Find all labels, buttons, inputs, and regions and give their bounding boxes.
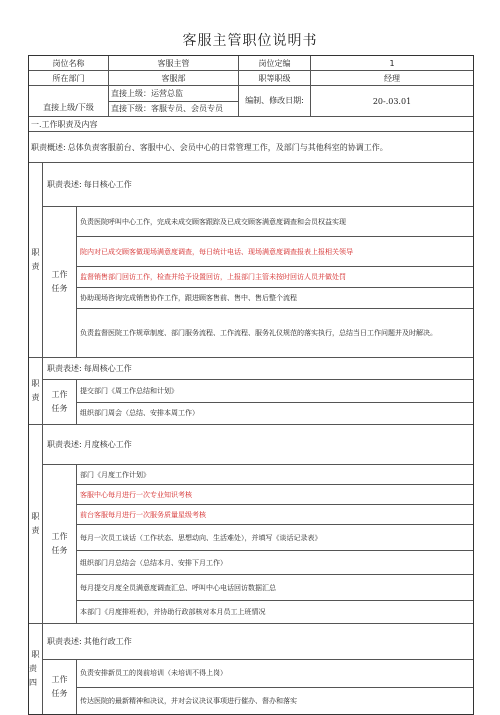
duty-section-weekly — [29, 358, 473, 425]
task-label — [43, 207, 77, 357]
task-label — [43, 465, 77, 623]
duty-section-monthly — [29, 425, 473, 624]
task-item: 监督销售部门回访工作，检查并给予设置回访，上报部门主管未按时回访人员并做处罚 — [77, 267, 473, 288]
grade-value: 经理 — [384, 73, 400, 83]
duty-label — [29, 163, 43, 357]
post-name-label: 岗位名称 — [29, 56, 109, 70]
overview-label: 职责概述: — [31, 142, 66, 152]
task-label-b: 任务 — [51, 284, 68, 293]
task-label-a: 工作 — [51, 270, 68, 279]
task-item: 前台客服每月进行一次服务质量星级考核 — [77, 505, 473, 525]
duty-desc-label: 职责表述: — [47, 180, 82, 189]
task-item: 客服中心每月进行一次专业知识考核 — [77, 485, 473, 505]
duty-summary — [43, 163, 473, 207]
task-item: 部门《月度工作计划》 — [77, 465, 473, 485]
edit-date-value: 20-.03.01 — [372, 96, 412, 106]
duty-desc-text: 每日核心工作 — [83, 180, 132, 189]
duty-label — [29, 624, 43, 714]
task-label-a: 工作 — [51, 390, 68, 399]
task-list — [77, 380, 473, 424]
task-item: 提交部门《周工作总结和计划》 — [77, 380, 473, 403]
task-label — [43, 380, 77, 424]
overview-row — [29, 132, 473, 163]
duty-desc-label: 职责表述: — [47, 364, 82, 373]
grade-label: 职等职级 — [239, 71, 311, 85]
section-heading: 一.工作职责及内容 — [31, 119, 98, 129]
duty-label-b: 责 — [31, 262, 40, 271]
task-list — [77, 465, 473, 623]
overview-cell — [29, 132, 473, 162]
task-label-a: 工作 — [51, 532, 68, 541]
section-heading-row — [29, 117, 473, 132]
dept-label: 所在部门 — [29, 71, 109, 85]
task-list — [77, 207, 473, 357]
task-label-b: 任务 — [51, 404, 68, 413]
duty-label-b: 责四 — [29, 664, 37, 687]
duty-summary — [43, 358, 473, 380]
duty-label-a: 职 — [31, 379, 40, 388]
post-quota-label: 岗位定编 — [239, 56, 311, 70]
header-row-relation — [29, 86, 473, 117]
task-item: 负责安排新员工的岗前培训（未培训不得上岗） — [77, 660, 473, 688]
task-item: 负责医院呼叫中心工作，完成未成交顾客跟踪及已成交顾客满意度调查和会员权益实现 — [77, 207, 473, 237]
subordinate-text: 直接下级：客服专员、会员专员 — [111, 104, 223, 114]
duty-summary — [43, 425, 473, 465]
task-item: 院内对已成交顾客做现场满意度调查，每日统计电话、现场满意度调查报表上报相关领导 — [77, 237, 473, 267]
duty-section-admin — [29, 624, 473, 714]
task-item: 负责监督医院工作规章制度、部门服务流程、工作流程、服务礼仪规范的落实执行，总结当日工作问题并及时解决。 — [80, 329, 437, 337]
task-label — [43, 660, 77, 714]
dept-value: 客服部 — [109, 71, 239, 85]
superior-text: 直接上级：运营总监 — [109, 86, 238, 102]
duty-summary — [43, 624, 473, 660]
task-item: 传达医院的最新精神和决议，并对会议决议事项进行催办、督办和落实 — [80, 696, 297, 705]
duty-label — [29, 425, 43, 623]
task-item: 每月一次员工谈话（工作状态、思想动向、生活难处），并填写《谈话记录表》 — [77, 525, 473, 551]
relation-values — [109, 86, 239, 116]
document-title: 客服主管职位说明书 — [182, 33, 318, 49]
post-name-value: 客服主管 — [109, 56, 239, 70]
task-item: 组织部门周会（总结、安排本周工作） — [80, 409, 199, 418]
duty-label — [29, 358, 43, 424]
relation-label: 直接上级/下级 — [29, 86, 109, 116]
duty-label-b: 责 — [31, 526, 40, 535]
duty-desc-label: 职责表述: — [47, 440, 82, 449]
task-item: 本部门《月度排班表》，并协助行政部核对本月员工上班情况 — [80, 608, 266, 616]
duty-desc-text: 每周核心工作 — [83, 364, 132, 373]
duty-desc-text: 月度核心工作 — [83, 440, 132, 449]
duty-section-daily — [29, 163, 473, 358]
duty-label-a: 职 — [31, 248, 40, 257]
duty-label-a: 职 — [31, 512, 40, 521]
edit-date-label: 编制、修改日期: — [239, 86, 311, 116]
task-list — [77, 660, 473, 714]
task-label-b: 任务 — [51, 546, 68, 555]
header-row-dept — [29, 71, 473, 86]
post-quota-value: 1 — [389, 58, 395, 68]
duty-desc-label: 职责表述: — [47, 637, 82, 646]
duty-label-b: 责 — [31, 393, 40, 402]
task-label-b: 任务 — [51, 689, 68, 698]
overview-text: 总体负责客服前台、客服中心、会员中心的日常管理工作，及部门与其他科室的协调工作。 — [67, 142, 388, 152]
task-label-a: 工作 — [51, 675, 68, 684]
header-row-post — [29, 56, 473, 71]
duty-label-a: 职 — [31, 650, 40, 659]
duty-desc-text: 其他行政工作 — [83, 637, 132, 646]
job-description-table — [28, 55, 474, 715]
task-item: 协助现场咨询完成销售协作工作，跟进顾客售前、售中、售后整个流程 — [77, 288, 473, 309]
task-item: 每月提交月度全员满意度调查汇总、呼叫中心电话回访数据汇总 — [77, 575, 473, 601]
task-item: 组织部门月总结会（总结本月、安排下月工作） — [77, 551, 473, 575]
